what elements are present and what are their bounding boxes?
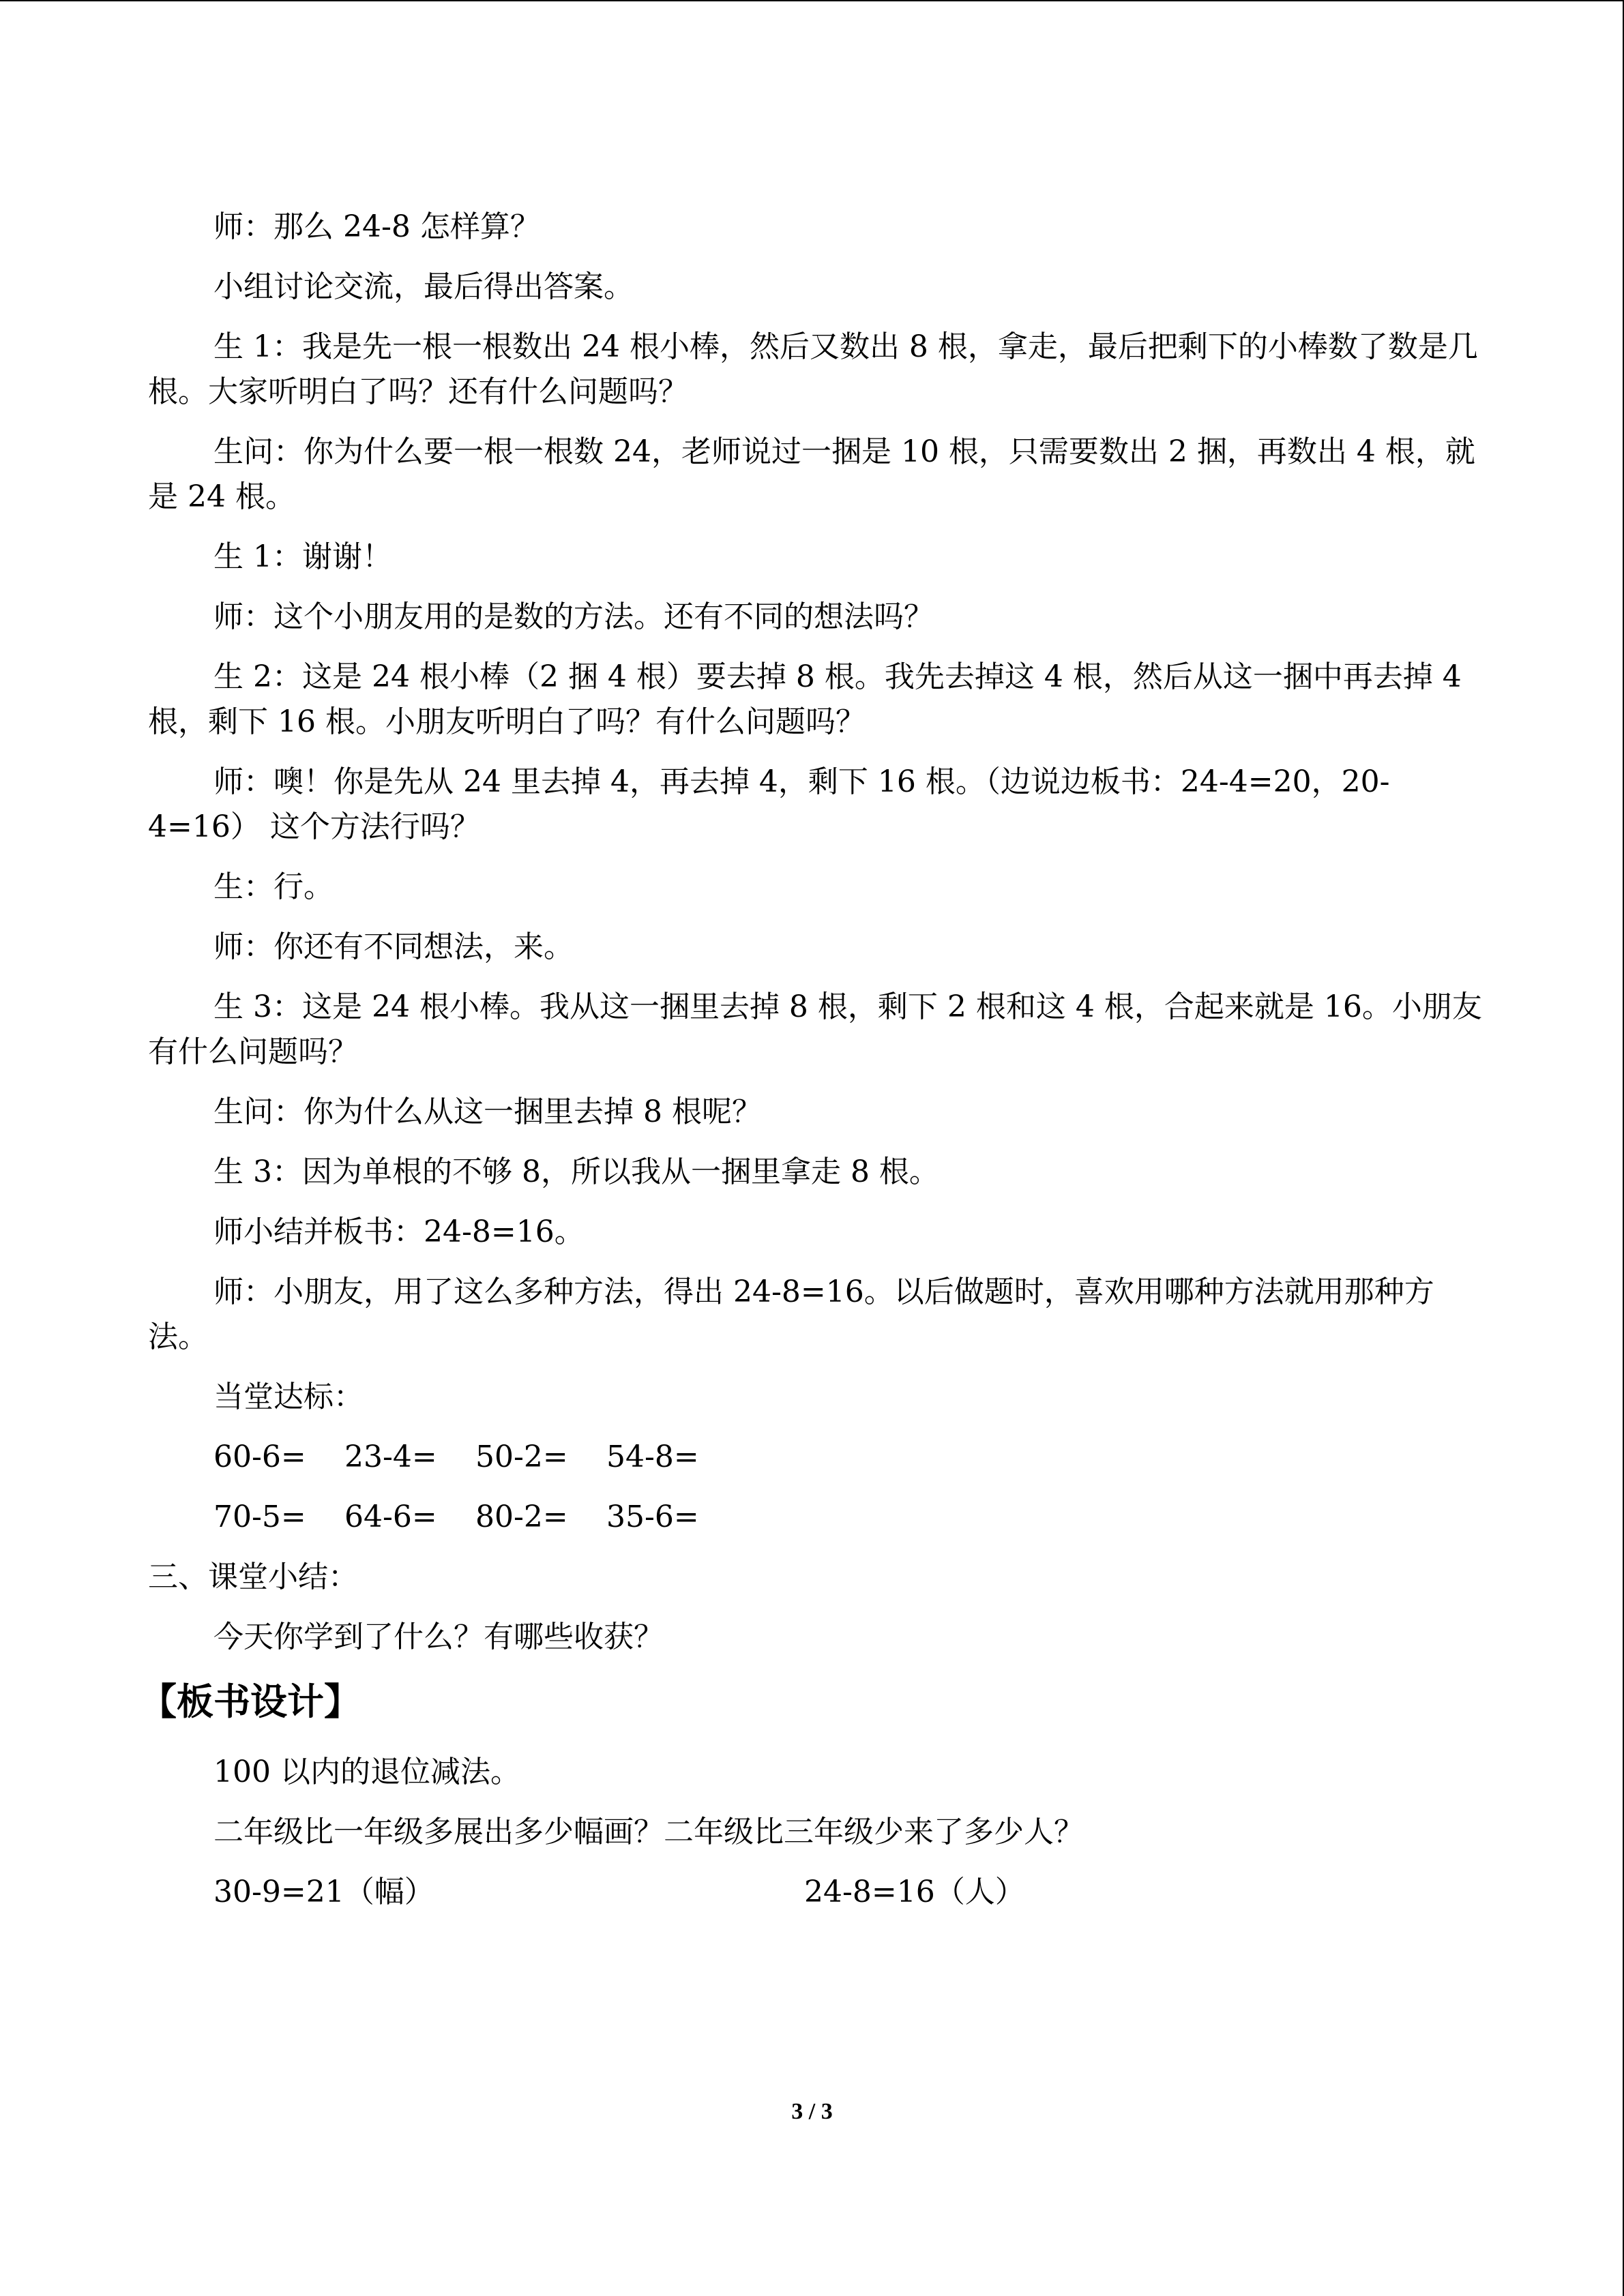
board-equations [148, 1870, 1485, 1915]
paragraph: 师：小朋友，用了这么多种方法，得出 24-8=16。以后做题时，喜欢用哪种方法就用那种方法。 [148, 1274, 1434, 1354]
summary-question: 今天你学到了什么？有哪些收获？ [213, 1620, 664, 1654]
exercise-item: 23-4= [344, 1440, 437, 1474]
exercise-item: 70-5= [213, 1500, 306, 1534]
exercise-item: 54-8= [606, 1440, 699, 1474]
page-number: 3 / 3 [791, 2099, 833, 2124]
top-border-line [0, 0, 1624, 1]
exercise-item: 60-6= [213, 1440, 306, 1474]
paragraph: 师小结并板书：24-8=16。 [213, 1214, 585, 1249]
paragraph: 生 2：这是 24 根小棒（2 捆 4 根）要去掉 8 根。我先去掉这 4 根，然后从这一捆中再去掉 4 根，剩下 16 根。小朋友听明白了吗？有什么问题吗？ [148, 659, 1471, 739]
paragraph: 生 3：因为单根的不够 8，所以我从一捆里拿走 8 根。 [213, 1154, 939, 1189]
paragraph: 师：这个小朋友用的是数的方法。还有不同的想法吗？ [213, 599, 934, 634]
paragraph: 生 3：这是 24 根小棒。我从这一捆里去掉 8 根，剩下 2 根和这 4 根，合起来就是 16。小朋友有什么问题吗？ [148, 989, 1482, 1069]
paragraph: 师：那么 24-8 怎样算？ [213, 209, 540, 244]
exercise-row-2 [148, 1495, 1485, 1540]
exercise-item: 35-6= [606, 1500, 699, 1534]
paragraph: 生 1：我是先一根一根数出 24 根小棒，然后又数出 8 根，拿走，最后把剩下的小棒数了数是几根。大家听明白了吗？还有什么问题吗？ [148, 329, 1478, 409]
paragraph: 生：行。 [213, 869, 334, 904]
paragraph: 生问：你为什么要一根一根数 24，老师说过一捆是 10 根，只需要数出 2 捆，再数出 4 根，就是 24 根。 [148, 434, 1475, 514]
paragraph: 师：噢！你是先从 24 里去掉 4，再去掉 4，剩下 16 根。（边说边板书：24-4=20，20-4=16） 这个方法行吗？ [148, 764, 1390, 844]
paragraph: 生 1：谢谢！ [213, 539, 392, 574]
exercise-item: 64-6= [344, 1500, 437, 1534]
board-equation-left: 30-9=21（幅） [213, 1875, 434, 1909]
board-line: 100 以内的退位减法。 [213, 1755, 520, 1789]
exercise-item: 50-2= [475, 1440, 568, 1474]
board-line: 二年级比一年级多展出多少幅画？二年级比三年级少来了多少人？ [213, 1815, 1084, 1849]
document-page [140, 205, 1485, 1930]
exercise-item: 80-2= [475, 1500, 568, 1534]
board-equation-right: 24-8=16（人） [804, 1875, 1025, 1909]
section-summary-title: 三、课堂小结： [148, 1560, 358, 1594]
board-design-heading: 【板书设计】 [140, 1680, 361, 1723]
paragraph: 生问：你为什么从这一捆里去掉 8 根呢？ [213, 1094, 762, 1129]
paragraph: 师：你还有不同想法，来。 [213, 929, 574, 964]
exercise-row-1 [148, 1435, 1485, 1480]
exercise-label: 当堂达标： [213, 1380, 364, 1414]
paragraph: 小组讨论交流，最后得出答案。 [213, 269, 634, 304]
